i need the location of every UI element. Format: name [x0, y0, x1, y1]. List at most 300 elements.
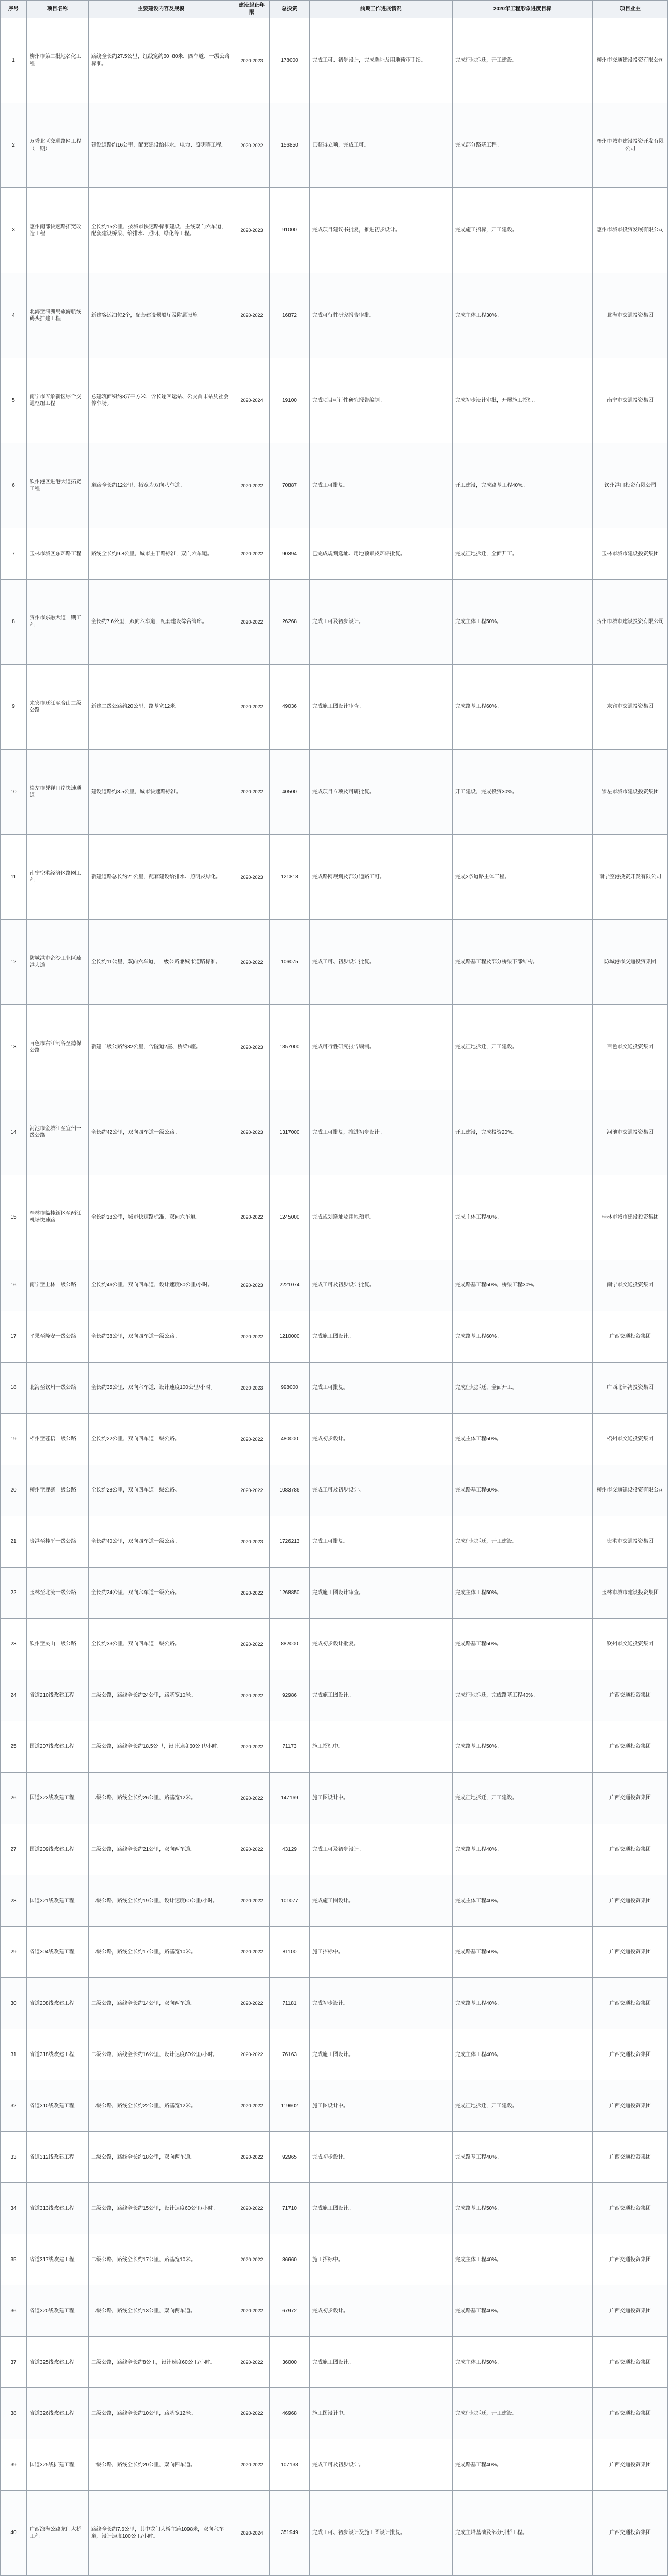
cell-owner: 南宁市交通投资集团: [593, 1260, 668, 1311]
table-row: [1, 18, 668, 103]
cell-investment: 998000: [270, 1363, 310, 1414]
cell-owner: 柳州市交通建设投资有限公司: [593, 18, 668, 103]
cell-owner: 柳州市交通建设投资有限公司: [593, 1465, 668, 1516]
cell-period: 2020-2022: [234, 1875, 270, 1927]
cell-progress-target: 完成路基工程50%。: [453, 1927, 593, 1978]
cell-investment: 26268: [270, 580, 310, 664]
cell-period: 2020-2022: [234, 528, 270, 580]
cell-period: 2020-2023: [234, 18, 270, 103]
cell-owner: 广西交通投资集团: [593, 2439, 668, 2491]
cell-serial: 19: [1, 1414, 27, 1465]
cell-investment: 49036: [270, 664, 310, 749]
cell-progress-target: 完成路基工程50%。: [453, 1619, 593, 1670]
cell-scope: 全长约24公里，双向六车道一级公路。: [89, 1568, 234, 1619]
cell-serial: 39: [1, 2439, 27, 2491]
cell-owner: 桂林市城市建设投资集团: [593, 1175, 668, 1260]
cell-owner: 百色市交通投资集团: [593, 1005, 668, 1090]
cell-owner: 贵港市交通投资集团: [593, 1516, 668, 1568]
cell-investment: 81100: [270, 1927, 310, 1978]
cell-project-name: 钦州至灵山一级公路: [27, 1619, 89, 1670]
cell-serial: 29: [1, 1927, 27, 1978]
cell-period: 2020-2022: [234, 2029, 270, 2080]
cell-preliminary-progress: 完成施工图设计。: [310, 2337, 453, 2388]
cell-period: 2020-2023: [234, 1090, 270, 1175]
cell-period: 2020-2022: [234, 749, 270, 834]
cell-preliminary-progress: 完成施工图设计。: [310, 2183, 453, 2234]
table-row: [1, 2132, 668, 2183]
cell-owner: 梧州市交通投资集团: [593, 1414, 668, 1465]
cell-project-name: 柳州市第二批地名化工程: [27, 18, 89, 103]
cell-preliminary-progress: 完成施工图设计。: [310, 1875, 453, 1927]
cell-preliminary-progress: 已完成规划选址、用地预审及环评批复。: [310, 528, 453, 580]
cell-scope: 新建二级公路约32公里，含隧道2座、桥梁6座。: [89, 1005, 234, 1090]
cell-preliminary-progress: 完成路网规划及部分道路工可。: [310, 834, 453, 919]
cell-preliminary-progress: 完成项目可行性研究报告编制。: [310, 358, 453, 443]
cell-scope: 全长约28公里，双向四车道一级公路。: [89, 1465, 234, 1516]
cell-investment: 1317000: [270, 1090, 310, 1175]
cell-owner: 广西交通投资集团: [593, 2234, 668, 2285]
cell-scope: 二级公路，路线全长约16公里，设计速度60公里/小时。: [89, 2029, 234, 2080]
cell-investment: 71710: [270, 2183, 310, 2234]
table-row: [1, 1721, 668, 1773]
cell-progress-target: 完成施工招标，开工建设。: [453, 188, 593, 273]
cell-preliminary-progress: 完成项目立项及可研批复。: [310, 749, 453, 834]
cell-serial: 27: [1, 1824, 27, 1875]
table-row: [1, 2491, 668, 2576]
table-row: [1, 1005, 668, 1090]
cell-project-name: 贺州市东融大道一期工程: [27, 580, 89, 664]
cell-owner: 广西交通投资集团: [593, 2491, 668, 2576]
cell-project-name: 平果至隆安一级公路: [27, 1311, 89, 1363]
cell-owner: 防城港市交通投资集团: [593, 920, 668, 1005]
cell-project-name: 省道317线改建工程: [27, 2234, 89, 2285]
cell-owner: 广西交通投资集团: [593, 1875, 668, 1927]
cell-serial: 28: [1, 1875, 27, 1927]
cell-period: 2020-2022: [234, 2183, 270, 2234]
table-row: [1, 1363, 668, 1414]
table-row: [1, 1175, 668, 1260]
cell-progress-target: 完成征地拆迁，完成路基工程40%。: [453, 1670, 593, 1721]
cell-scope: 全长约42公里，双向四车道一级公路。: [89, 1090, 234, 1175]
cell-serial: 31: [1, 2029, 27, 2080]
table-row: [1, 528, 668, 580]
cell-project-name: 省道320线改建工程: [27, 2285, 89, 2337]
cell-preliminary-progress: 施工招标中。: [310, 2234, 453, 2285]
cell-progress-target: 开工建设，完成路基工程40%。: [453, 443, 593, 528]
table-row: [1, 664, 668, 749]
cell-project-name: 防城港市企沙工业区疏港大道: [27, 920, 89, 1005]
cell-project-name: 来宾市迁江至合山二级公路: [27, 664, 89, 749]
cell-investment: 121818: [270, 834, 310, 919]
cell-period: 2020-2023: [234, 1363, 270, 1414]
cell-period: 2020-2023: [234, 1005, 270, 1090]
cell-investment: 1083786: [270, 1465, 310, 1516]
cell-period: 2020-2022: [234, 1311, 270, 1363]
cell-investment: 147169: [270, 1773, 310, 1824]
cell-period: 2020-2023: [234, 834, 270, 919]
cell-preliminary-progress: 完成工可及初步设计。: [310, 1824, 453, 1875]
cell-period: 2020-2024: [234, 358, 270, 443]
cell-period: 2020-2022: [234, 103, 270, 188]
cell-scope: 二级公路，路线全长约22公里，路基宽12米。: [89, 2080, 234, 2132]
cell-scope: 路线全长约7.6公里，其中龙门大桥主跨1098米，双向六车道，设计速度100公里/小时。: [89, 2491, 234, 2576]
cell-period: 2020-2022: [234, 1619, 270, 1670]
cell-scope: 二级公路，路线全长约15公里，设计速度60公里/小时。: [89, 2183, 234, 2234]
cell-owner: 南宁市交通投资集团: [593, 358, 668, 443]
cell-investment: 19100: [270, 358, 310, 443]
table-row: [1, 1260, 668, 1311]
header-progress-target: 2020年工程形象进度目标: [453, 1, 593, 18]
cell-progress-target: 完成主体工程50%。: [453, 2337, 593, 2388]
cell-serial: 26: [1, 1773, 27, 1824]
cell-investment: 106075: [270, 920, 310, 1005]
cell-investment: 101077: [270, 1875, 310, 1927]
cell-investment: 480000: [270, 1414, 310, 1465]
cell-investment: 1245000: [270, 1175, 310, 1260]
table-row: [1, 1619, 668, 1670]
cell-scope: 二级公路，路线全长约10公里，路基宽12米。: [89, 2388, 234, 2439]
cell-investment: 76163: [270, 2029, 310, 2080]
cell-serial: 14: [1, 1090, 27, 1175]
cell-preliminary-progress: 完成施工图设计。: [310, 1311, 453, 1363]
table-row: [1, 1824, 668, 1875]
cell-owner: 广西交通投资集团: [593, 2132, 668, 2183]
cell-serial: 9: [1, 664, 27, 749]
cell-project-name: 万秀北区交通路网工程（一期）: [27, 103, 89, 188]
cell-progress-target: 完成主塔基础及部分引桥工程。: [453, 2491, 593, 2576]
cell-preliminary-progress: 施工招标中。: [310, 1721, 453, 1773]
cell-progress-target: 完成3条道路主体工程。: [453, 834, 593, 919]
cell-project-name: 国道321线改建工程: [27, 1875, 89, 1927]
cell-scope: 二级公路，路线全长约13公里，双向两车道。: [89, 2285, 234, 2337]
cell-scope: 总建筑面积约8万平方米，含长途客运站、公交首末站及社会停车场。: [89, 358, 234, 443]
table-row: [1, 1414, 668, 1465]
cell-project-name: 南宁空港经济区路网工程: [27, 834, 89, 919]
table-row: [1, 2337, 668, 2388]
cell-period: 2020-2022: [234, 2132, 270, 2183]
cell-project-name: 省道210线改建工程: [27, 1670, 89, 1721]
cell-scope: 二级公路，路线全长约18.5公里，设计速度60公里/小时。: [89, 1721, 234, 1773]
cell-project-name: 省道325线改建工程: [27, 2337, 89, 2388]
cell-owner: 广西交通投资集团: [593, 1670, 668, 1721]
cell-project-name: 广西滨海公路龙门大桥工程: [27, 2491, 89, 2576]
cell-progress-target: 开工建设，完成投资20%。: [453, 1090, 593, 1175]
cell-preliminary-progress: 已获得立项，完成工可。: [310, 103, 453, 188]
table-row: [1, 1465, 668, 1516]
cell-project-name: 国道325线扩建工程: [27, 2439, 89, 2491]
cell-period: 2020-2022: [234, 443, 270, 528]
cell-investment: 43129: [270, 1824, 310, 1875]
cell-serial: 20: [1, 1465, 27, 1516]
cell-progress-target: 完成主体工程40%。: [453, 1175, 593, 1260]
cell-serial: 2: [1, 103, 27, 188]
cell-serial: 22: [1, 1568, 27, 1619]
cell-owner: 钦州市交通投资集团: [593, 1619, 668, 1670]
cell-serial: 25: [1, 1721, 27, 1773]
cell-owner: 广西交通投资集团: [593, 2285, 668, 2337]
cell-project-name: 省道313线改建工程: [27, 2183, 89, 2234]
cell-progress-target: 完成路基工程60%。: [453, 1465, 593, 1516]
table-row: [1, 1670, 668, 1721]
table-body: [1, 18, 668, 2576]
cell-investment: 71181: [270, 1978, 310, 2029]
table-row: [1, 1875, 668, 1927]
cell-scope: 二级公路，路线全长约19公里，设计速度60公里/小时。: [89, 1875, 234, 1927]
table-row: [1, 188, 668, 273]
table-row: [1, 1516, 668, 1568]
cell-preliminary-progress: 完成工可及初步设计。: [310, 2439, 453, 2491]
cell-project-name: 国道209线改建工程: [27, 1824, 89, 1875]
cell-progress-target: 完成征地拆迁，开工建设。: [453, 1516, 593, 1568]
cell-owner: 广西交通投资集团: [593, 2080, 668, 2132]
cell-serial: 32: [1, 2080, 27, 2132]
cell-preliminary-progress: 完成工可及初步设计。: [310, 1465, 453, 1516]
cell-serial: 40: [1, 2491, 27, 2576]
cell-preliminary-progress: 完成施工图设计审查。: [310, 1568, 453, 1619]
cell-serial: 6: [1, 443, 27, 528]
cell-period: 2020-2022: [234, 1568, 270, 1619]
cell-serial: 1: [1, 18, 27, 103]
cell-project-name: 省道312线改建工程: [27, 2132, 89, 2183]
cell-scope: 新建客运泊位2个，配套建设候船厅及附属设施。: [89, 273, 234, 358]
cell-project-name: 柳州至鹿寨一级公路: [27, 1465, 89, 1516]
cell-scope: 路线全长约9.8公里，城市主干路标准，双向六车道。: [89, 528, 234, 580]
cell-period: 2020-2022: [234, 1670, 270, 1721]
cell-progress-target: 完成路基工程40%。: [453, 2439, 593, 2491]
cell-period: 2020-2022: [234, 1773, 270, 1824]
cell-preliminary-progress: 完成工可批复。: [310, 443, 453, 528]
cell-scope: 二级公路，路线全长约26公里，路基宽12米。: [89, 1773, 234, 1824]
cell-progress-target: 完成征地拆迁，开工建设。: [453, 1005, 593, 1090]
cell-investment: 40500: [270, 749, 310, 834]
cell-project-name: 玉林至北流一级公路: [27, 1568, 89, 1619]
table-row: [1, 1927, 668, 1978]
cell-period: 2020-2024: [234, 2491, 270, 2576]
table-row: [1, 2439, 668, 2491]
header-investment: 总投资: [270, 1, 310, 18]
cell-scope: 二级公路，路线全长约18公里，双向两车道。: [89, 2132, 234, 2183]
cell-period: 2020-2022: [234, 1927, 270, 1978]
cell-period: 2020-2022: [234, 1721, 270, 1773]
cell-preliminary-progress: 施工图设计中。: [310, 1773, 453, 1824]
cell-investment: 70887: [270, 443, 310, 528]
cell-project-name: 省道208线改建工程: [27, 1978, 89, 2029]
cell-scope: 全长约7.6公里，双向六车道，配套建设综合管廊。: [89, 580, 234, 664]
cell-owner: 广西交通投资集团: [593, 1978, 668, 2029]
cell-progress-target: 完成路基工程60%。: [453, 664, 593, 749]
cell-investment: 91000: [270, 188, 310, 273]
cell-investment: 178000: [270, 18, 310, 103]
cell-scope: 二级公路，路线全长约14公里，双向两车道。: [89, 1978, 234, 2029]
table-row: [1, 2285, 668, 2337]
cell-investment: 1357000: [270, 1005, 310, 1090]
header-period: 建设起止年限: [234, 1, 270, 18]
cell-project-name: 省道318线改建工程: [27, 2029, 89, 2080]
cell-scope: 全长约33公里，双向四车道一级公路。: [89, 1619, 234, 1670]
cell-period: 2020-2022: [234, 2080, 270, 2132]
table-row: [1, 1090, 668, 1175]
cell-period: 2020-2022: [234, 273, 270, 358]
cell-period: 2020-2022: [234, 2234, 270, 2285]
cell-serial: 5: [1, 358, 27, 443]
cell-preliminary-progress: 完成工可、初步设计，完成选址及用地预审手续。: [310, 18, 453, 103]
cell-project-name: 钦州港区进港大道拓宽工程: [27, 443, 89, 528]
cell-period: 2020-2022: [234, 1414, 270, 1465]
cell-progress-target: 完成路基工程40%。: [453, 1978, 593, 2029]
cell-preliminary-progress: 完成工可、初步设计批复。: [310, 920, 453, 1005]
cell-owner: 贺州市城市建设投资有限公司: [593, 580, 668, 664]
cell-progress-target: 完成主体工程40%。: [453, 1875, 593, 1927]
cell-progress-target: 开工建设，完成投资30%。: [453, 749, 593, 834]
cell-owner: 广西交通投资集团: [593, 1311, 668, 1363]
cell-progress-target: 完成初步设计审批，开展施工招标。: [453, 358, 593, 443]
cell-period: 2020-2022: [234, 2285, 270, 2337]
cell-serial: 3: [1, 188, 27, 273]
cell-owner: 来宾市交通投资集团: [593, 664, 668, 749]
cell-project-name: 省道310线改建工程: [27, 2080, 89, 2132]
cell-owner: 广西交通投资集团: [593, 2388, 668, 2439]
cell-owner: 广西交通投资集团: [593, 1773, 668, 1824]
cell-serial: 33: [1, 2132, 27, 2183]
cell-progress-target: 完成征地拆迁，全面开工。: [453, 1363, 593, 1414]
table-row: [1, 1568, 668, 1619]
cell-investment: 36000: [270, 2337, 310, 2388]
cell-owner: 广西交通投资集团: [593, 1721, 668, 1773]
cell-scope: 全长约40公里，双向四车道一级公路。: [89, 1516, 234, 1568]
table-row: [1, 273, 668, 358]
cell-scope: 一级公路，路线全长约20公里，双向四车道。: [89, 2439, 234, 2491]
cell-preliminary-progress: 完成初步设计。: [310, 1978, 453, 2029]
cell-owner: 梧州市城市建设投资开发有限公司: [593, 103, 668, 188]
cell-investment: 351949: [270, 2491, 310, 2576]
cell-preliminary-progress: 完成工可批复。: [310, 1363, 453, 1414]
cell-progress-target: 完成路基工程40%。: [453, 1824, 593, 1875]
cell-preliminary-progress: 完成可行性研究报告编制。: [310, 1005, 453, 1090]
cell-scope: 全长约18公里，城市快速路标准，双向六车道。: [89, 1175, 234, 1260]
cell-investment: 90394: [270, 528, 310, 580]
cell-progress-target: 完成路基工程及部分桥梁下部结构。: [453, 920, 593, 1005]
cell-scope: 路线全长约27.5公里，红线宽约60~80米，四车道，一级公路标准。: [89, 18, 234, 103]
table-row: [1, 1311, 668, 1363]
cell-serial: 15: [1, 1175, 27, 1260]
cell-preliminary-progress: 完成初步设计。: [310, 1414, 453, 1465]
cell-scope: 道路全长约12公里，拓宽为双向八车道。: [89, 443, 234, 528]
cell-preliminary-progress: 完成工可、初步设计及施工图设计批复。: [310, 2491, 453, 2576]
cell-serial: 34: [1, 2183, 27, 2234]
cell-investment: 1726213: [270, 1516, 310, 1568]
table-row: [1, 834, 668, 919]
cell-scope: 全长约15公里，按城市快速路标准建设，主线双向六车道，配套建设桥梁、给排水、照明、绿化等工程。: [89, 188, 234, 273]
cell-period: 2020-2022: [234, 2337, 270, 2388]
table-row: [1, 2183, 668, 2234]
cell-progress-target: 完成路基工程40%。: [453, 2285, 593, 2337]
header-project-name: 项目名称: [27, 1, 89, 18]
cell-preliminary-progress: 完成施工图设计审查。: [310, 664, 453, 749]
cell-owner: 河池市交通投资集团: [593, 1090, 668, 1175]
cell-investment: 119602: [270, 2080, 310, 2132]
cell-owner: 广西交通投资集团: [593, 1927, 668, 1978]
cell-progress-target: 完成征地拆迁，全面开工。: [453, 528, 593, 580]
table-row: [1, 920, 668, 1005]
table-header: [1, 1, 668, 18]
cell-scope: 建设道路约16公里，配套建设给排水、电力、照明等工程。: [89, 103, 234, 188]
cell-serial: 11: [1, 834, 27, 919]
cell-period: 2020-2022: [234, 1978, 270, 2029]
cell-owner: 广西交通投资集团: [593, 2029, 668, 2080]
cell-period: 2020-2023: [234, 188, 270, 273]
cell-progress-target: 完成路基工程50%，桥梁工程30%。: [453, 1260, 593, 1311]
cell-project-name: 梧州至苍梧一级公路: [27, 1414, 89, 1465]
cell-serial: 7: [1, 528, 27, 580]
cell-progress-target: 完成征地拆迁，开工建设。: [453, 18, 593, 103]
header-scope: 主要建设内容及规模: [89, 1, 234, 18]
cell-preliminary-progress: 施工招标中。: [310, 1927, 453, 1978]
table-row: [1, 580, 668, 664]
cell-preliminary-progress: 完成规划选址及用地预审。: [310, 1175, 453, 1260]
cell-period: 2020-2022: [234, 1824, 270, 1875]
cell-serial: 35: [1, 2234, 27, 2285]
table-row: [1, 358, 668, 443]
cell-investment: 2221074: [270, 1260, 310, 1311]
cell-preliminary-progress: 完成项目建议书批复，推进初步设计。: [310, 188, 453, 273]
cell-investment: 86660: [270, 2234, 310, 2285]
cell-investment: 156850: [270, 103, 310, 188]
cell-investment: 67972: [270, 2285, 310, 2337]
cell-preliminary-progress: 完成施工图设计。: [310, 2029, 453, 2080]
cell-scope: 全长约46公里，双向四车道，设计速度80公里/小时。: [89, 1260, 234, 1311]
cell-serial: 23: [1, 1619, 27, 1670]
cell-project-name: 南宁至上林一级公路: [27, 1260, 89, 1311]
cell-investment: 1268850: [270, 1568, 310, 1619]
cell-serial: 24: [1, 1670, 27, 1721]
cell-period: 2020-2023: [234, 1516, 270, 1568]
header-serial: 序号: [1, 1, 27, 18]
cell-preliminary-progress: 完成工可及初步设计批复。: [310, 1260, 453, 1311]
cell-project-name: 崇左市凭祥口岸快速通道: [27, 749, 89, 834]
cell-serial: 30: [1, 1978, 27, 2029]
cell-preliminary-progress: 完成工可批复，推进初步设计。: [310, 1090, 453, 1175]
cell-owner: 惠州市城市投资发展有限公司: [593, 188, 668, 273]
cell-serial: 21: [1, 1516, 27, 1568]
header-owner: 项目业主: [593, 1, 668, 18]
table-row: [1, 1978, 668, 2029]
cell-serial: 8: [1, 580, 27, 664]
table-row: [1, 2388, 668, 2439]
cell-progress-target: 完成主体工程30%。: [453, 273, 593, 358]
table-row: [1, 2234, 668, 2285]
cell-progress-target: 完成征地拆迁，开工建设。: [453, 2388, 593, 2439]
cell-investment: 16872: [270, 273, 310, 358]
cell-serial: 12: [1, 920, 27, 1005]
cell-serial: 36: [1, 2285, 27, 2337]
cell-preliminary-progress: 完成工可及初步设计。: [310, 580, 453, 664]
cell-investment: 92965: [270, 2132, 310, 2183]
cell-scope: 新建道路总长约21公里，配套建设给排水、照明及绿化。: [89, 834, 234, 919]
cell-project-name: 国道207线改建工程: [27, 1721, 89, 1773]
cell-progress-target: 完成路基工程60%。: [453, 1311, 593, 1363]
cell-project-name: 贵港至桂平一级公路: [27, 1516, 89, 1568]
cell-serial: 18: [1, 1363, 27, 1414]
table-row: [1, 749, 668, 834]
cell-scope: 全长约35公里，双向六车道，设计速度100公里/小时。: [89, 1363, 234, 1414]
table-row: [1, 1773, 668, 1824]
cell-progress-target: 完成主体工程50%。: [453, 1568, 593, 1619]
cell-period: 2020-2022: [234, 1465, 270, 1516]
cell-investment: 882000: [270, 1619, 310, 1670]
cell-progress-target: 完成征地拆迁，开工建设。: [453, 1773, 593, 1824]
cell-period: 2020-2023: [234, 1260, 270, 1311]
cell-serial: 10: [1, 749, 27, 834]
